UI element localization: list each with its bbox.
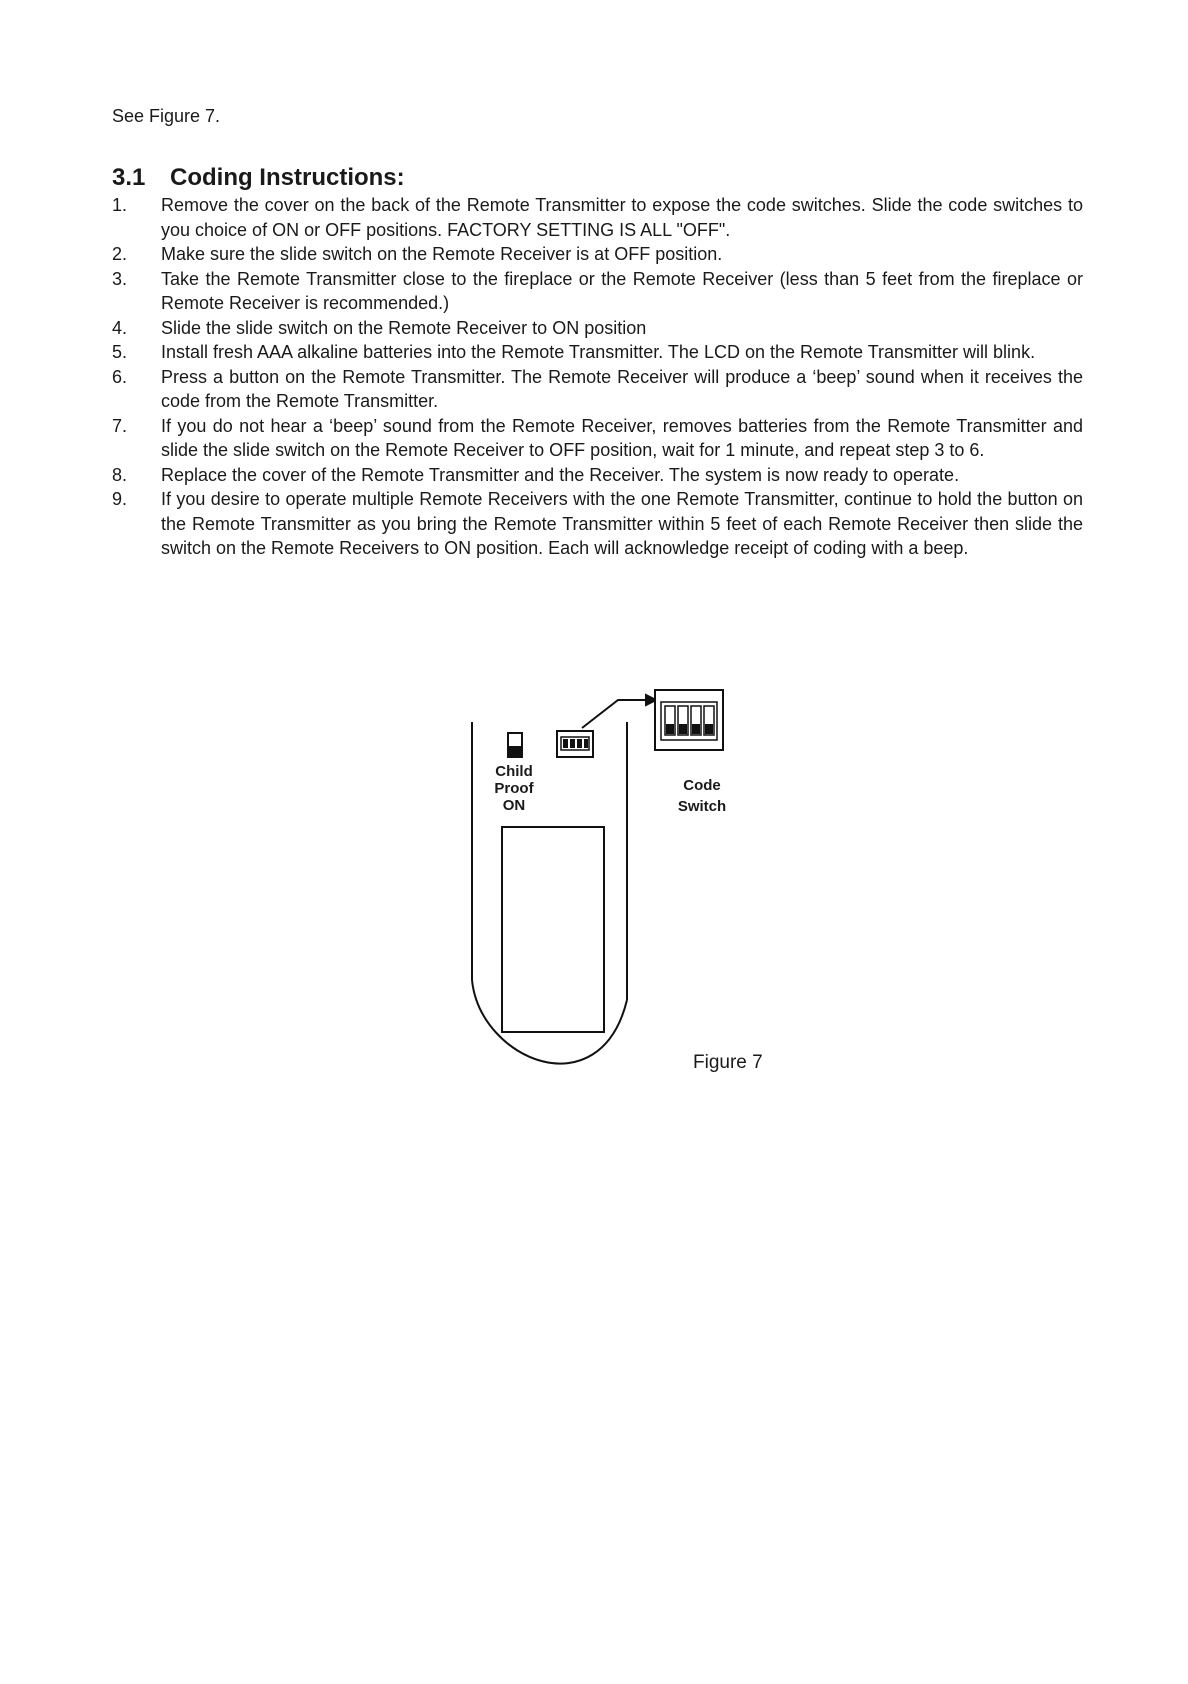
step-item [112, 414, 1083, 463]
figure-caption: Figure 7 [693, 1052, 763, 1073]
small-code-switch-icon [557, 731, 593, 757]
battery-compartment [502, 827, 604, 1032]
step-text: Press a button on the Remote Transmitter. The Remote Receiver will produce a ‘beep’ sound when it receives the code from the Remote Transmitter. [161, 366, 1083, 411]
child-proof-label-line: ON [502, 797, 526, 814]
step-number: 6. [112, 366, 128, 387]
child-proof-switch-icon [508, 733, 522, 757]
step-text: Install fresh AAA alkaline batteries into the Remote Transmitter. The LCD on the Remote Transmitter will blink. [161, 342, 1036, 362]
step-number: 2. [112, 244, 128, 264]
step-item [112, 193, 1083, 242]
step-number: 3. [112, 268, 128, 289]
step-number: 8. [112, 464, 128, 485]
step-item [112, 340, 1083, 365]
child-proof-label-line: Proof [494, 780, 534, 797]
step-number: 1. [112, 195, 128, 215]
enlarged-code-switch-icon [655, 690, 723, 750]
intro-text: See Figure 7. [112, 106, 221, 126]
child-proof-label-line: Child [495, 763, 533, 780]
step-text: Replace the cover of the Remote Transmitter and the Receiver. The system is now ready to operate. [161, 464, 960, 485]
zoom-arrow [582, 695, 656, 728]
code-switch-label-line: Switch [677, 798, 727, 815]
code-switch-label [664, 775, 740, 817]
step-item [112, 487, 1083, 561]
step-number: 9. [112, 489, 128, 509]
step-text: Make sure the slide switch on the Remote Receiver is at OFF position. [161, 244, 723, 264]
step-text: Remove the cover on the back of the Remote Transmitter to expose the code switches. Slide the code switches to you choice of ON or OFF positions. FACTORY SETTING IS ALL "OFF". [161, 195, 1083, 240]
coding-steps-list [112, 193, 1083, 561]
section-title: Coding Instructions: [170, 164, 405, 191]
step-item [112, 316, 1083, 341]
step-text: Take the Remote Transmitter close to the fireplace or the Remote Receiver (less than 5 feet from the fireplace or Remote Receiver is recommended.) [161, 268, 1083, 313]
step-item [112, 365, 1083, 414]
section-heading [112, 164, 405, 192]
step-text: If you desire to operate multiple Remote Receivers with the one Remote Transmitter, continue to hold the button on the Remote Transmitter as you bring the Remote Transmitter within 5 feet of each Remote Receiver then slide the switch on the Remote Receivers to ON position. Each will acknowledge receipt of coding with a beep. [161, 489, 1083, 558]
step-item [112, 463, 1083, 488]
step-text: Slide the slide switch on the Remote Receiver to ON position [161, 317, 647, 338]
step-item [112, 267, 1083, 316]
step-number: 4. [112, 317, 128, 338]
step-number: 5. [112, 342, 128, 362]
code-switch-label-line: Code [683, 777, 721, 794]
section-number: 3.1 [112, 164, 146, 191]
child-proof-label [486, 763, 542, 814]
step-item [112, 242, 1083, 267]
step-text: If you do not hear a ‘beep’ sound from the Remote Receiver, removes batteries from the Remote Transmitter and slide the slide switch on the Remote Receiver to OFF position, wait for 1 minute, and repeat step 3 to 6. [161, 415, 1083, 460]
step-number: 7. [112, 415, 128, 436]
